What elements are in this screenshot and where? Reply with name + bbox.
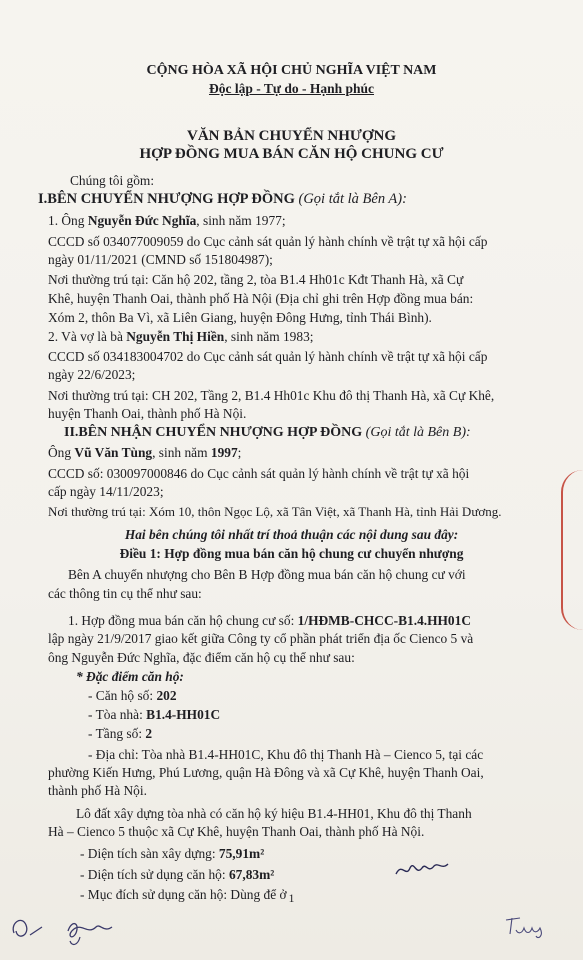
contract-line3: ông Nguyễn Đức Nghĩa, đặc điểm căn hộ cụ thể như sau: — [48, 650, 355, 665]
party-b-id-line1: CCCD số: 030097000846 do Cục cảnh sát quản lý hành chính về trật tự xã hội — [48, 466, 470, 481]
party-b-address: Nơi thường trú tại: Xóm 10, thôn Ngọc Lộ, xã Tân Việt, xã Thanh Hà, tỉnh Hải Dương. — [48, 504, 502, 519]
person1-address-line3: Xóm 2, thôn Ba Vì, xã Liên Giang, huyện Đông Hưng, tỉnh Thái Bình). — [48, 310, 432, 325]
plot-line1: Lô đất xây dựng tòa nhà có căn hộ ký hiệu B1.4-HH01, Khu đô thị Thanh — [76, 806, 472, 821]
party-b-heading-label: II.BÊN NHẬN CHUYỂN NHƯỢNG HỢP ĐỒNG — [64, 425, 363, 440]
signature-bottom-right-icon — [498, 912, 558, 940]
person2-address-line2: huyện Thanh Oai, thành phố Hà Nội. — [48, 406, 247, 421]
address-line2: phường Kiến Hưng, Phú Lương, quận Hà Đông và xã Cự Khê, huyện Thanh Oai, — [48, 765, 484, 780]
party-b-born-year: 1997 — [210, 445, 238, 460]
article1-intro-line1: Bên A chuyển nhượng cho Bên B Hợp đồng mua bán căn hộ chung cư với — [68, 567, 466, 582]
signature-bottom-left-icon — [8, 905, 128, 950]
net-area-label: - Diện tích sử dụng căn hộ: — [80, 867, 229, 882]
country-name: CỘNG HÒA XÃ HỘI CHỦ NGHĨA VIỆT NAM — [146, 63, 437, 78]
party-a-heading-note: (Gọi tắt là Bên A): — [298, 191, 407, 207]
party-b-born-suffix: ; — [237, 445, 242, 460]
person1-id-line2: ngày 01/11/2021 (CMND số 151804987); — [48, 252, 273, 267]
contract-number-line — [68, 612, 561, 629]
agreement-statement: Hai bên chúng tôi nhất trí thoả thuận các nội dung sau đây: — [124, 527, 459, 542]
person2-name: Nguyễn Thị Hiền — [126, 329, 225, 344]
floor-value: 2 — [145, 726, 153, 741]
party-b-heading-note: (Gọi tắt là Bên B): — [365, 425, 471, 440]
building-value: B1.4-HH01C — [146, 707, 221, 722]
net-area — [80, 866, 561, 883]
person2-birth: , sinh năm 1983; — [224, 329, 314, 344]
person1-address-line1: Nơi thường trú tại: Căn hộ 202, tầng 2, tòa B1.4 Hh01c Kđt Thanh Hà, xã Cự — [48, 272, 464, 287]
party-b-born-prefix: , sinh năm — [152, 445, 211, 460]
national-motto: Độc lập - Tự do - Hạnh phúc — [208, 81, 375, 96]
article1-title: Điều 1: Hợp đồng mua bán căn hộ chung cư chuyển nhượng — [119, 546, 464, 561]
person1-prefix: 1. Ông — [48, 213, 88, 228]
page-number: 1 — [288, 891, 295, 905]
person1-birth: , sinh năm 1977; — [196, 213, 286, 228]
party-b-prefix: Ông — [48, 445, 75, 460]
person1-address-line2: Khê, huyện Thanh Oai, thành phố Hà Nội (Địa chỉ ghi trên Hợp đồng mua bán: — [48, 291, 474, 306]
person2-id-line2: ngày 22/6/2023; — [48, 367, 136, 382]
apartment-value: 202 — [156, 688, 177, 703]
contract-line2: lập ngày 21/9/2017 giao kết giữa Công ty cổ phần phát triển địa ốc Cienco 5 và — [48, 631, 474, 646]
party-b-name: Vũ Văn Tùng — [74, 445, 153, 460]
features-label: * Đặc điểm căn hộ: — [76, 669, 184, 684]
party-a-person2 — [48, 328, 561, 345]
usage-purpose: - Mục đích sử dụng căn hộ: Dùng để ở — [80, 887, 287, 902]
signature-initial-icon — [392, 856, 452, 882]
party-b-heading — [64, 424, 561, 441]
address-line3: thành phố Hà Nội. — [48, 783, 147, 798]
person1-name: Nguyễn Đức Nghĩa — [87, 213, 197, 228]
building-label: - Tòa nhà: — [88, 707, 147, 722]
person2-address-line1: Nơi thường trú tại: CH 202, Tầng 2, B1.4 Hh01c Khu đô thị Thanh Hà, xã Cự Khê, — [48, 388, 495, 403]
article1-intro-line2: các thông tin cụ thể như sau: — [48, 586, 202, 601]
building — [88, 706, 561, 723]
gross-area-value: 75,91m² — [218, 846, 265, 861]
party-a-person1 — [48, 212, 561, 229]
net-area-value: 67,83m² — [228, 867, 275, 882]
party-b-id-line2: cấp ngày 14/11/2023; — [48, 484, 164, 499]
intro-text: Chúng tôi gồm: — [70, 173, 155, 188]
party-a-heading-label: I.BÊN CHUYỂN NHƯỢNG HỢP ĐỒNG — [38, 191, 295, 207]
seal-stamp-edge — [561, 470, 583, 630]
contract-prefix: 1. Hợp đồng mua bán căn hộ chung cư số: — [68, 613, 298, 628]
document-subtitle: HỢP ĐỒNG MUA BÁN CĂN HỘ CHUNG CƯ — [139, 146, 444, 162]
apartment-label: - Căn hộ số: — [88, 688, 157, 703]
apartment-number — [88, 687, 561, 704]
document-title: VĂN BẢN CHUYỂN NHƯỢNG — [186, 128, 397, 144]
contract-number: 1/HĐMB-CHCC-B1.4.HH01C — [297, 613, 471, 628]
gross-area — [80, 845, 561, 862]
gross-area-label: - Diện tích sàn xây dựng: — [80, 846, 219, 861]
party-a-heading — [38, 191, 561, 208]
floor — [88, 725, 561, 742]
plot-line2: Hà – Cienco 5 thuộc xã Cự Khê, huyện Thanh Oai, thành phố Hà Nội. — [48, 824, 425, 839]
person2-id-line1: CCCD số 034183004702 do Cục cảnh sát quản lý hành chính về trật tự xã hội cấp — [48, 349, 488, 364]
address-line1: - Địa chỉ: Tòa nhà B1.4-HH01C, Khu đô thị Thanh Hà – Cienco 5, tại các — [88, 747, 484, 762]
person1-id-line1: CCCD số 034077009059 do Cục cảnh sát quản lý hành chính về trật tự xã hội cấp — [48, 234, 488, 249]
person2-prefix: 2. Và vợ là bà — [48, 329, 127, 344]
party-b-person — [48, 444, 561, 461]
floor-label: - Tầng số: — [88, 726, 146, 741]
